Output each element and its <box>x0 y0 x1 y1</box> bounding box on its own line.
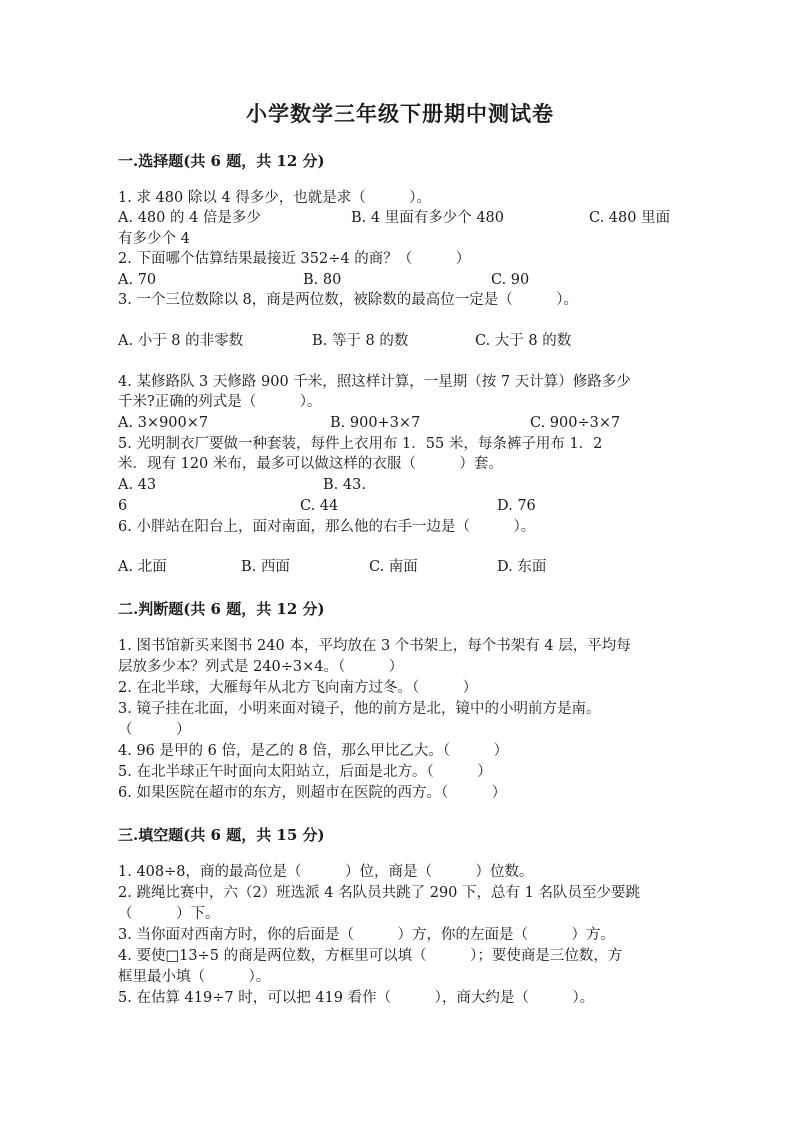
choice-q3-option-c: C. 大于 8 的数 <box>475 333 572 349</box>
choice-q3-option-a: A. 小于 8 的非零数 <box>118 333 244 349</box>
choice-q2-option-a: A. 70 <box>118 272 157 288</box>
fill-question-5: 5. 在估算 419÷7 时，可以把 419 看作（ ），商大约是（ ）。 <box>118 990 595 1006</box>
choice-q5-option-b: B. 43. <box>323 477 366 493</box>
fill-question-1: 1. 408÷8，商的最高位是（ ）位，商是（ ）位数。 <box>118 864 534 880</box>
choice-q2-option-c: C. 90 <box>491 272 530 288</box>
choice-q6-option-d: D. 东面 <box>497 559 547 575</box>
choice-q1-option-c-cont: 有多少个 4 <box>118 231 190 247</box>
choice-question-6: 6. 小胖站在阳台上，面对南面，那么他的右手一边是（ ）。 <box>118 519 536 535</box>
choice-question-4-line2: 千米?正确的列式是（ ）。 <box>118 394 322 410</box>
choice-q1-option-b: B. 4 里面有多少个 480 <box>351 210 504 226</box>
choice-q6-option-b: B. 西面 <box>241 559 290 575</box>
fill-question-4-line2: 框里最小填（ ）。 <box>118 969 271 985</box>
choice-q4-option-b: B. 900+3×7 <box>330 415 421 431</box>
choice-q5-option-d: D. 76 <box>497 498 536 514</box>
choice-q5-option-c: C. 44 <box>300 498 339 514</box>
fill-question-4-line1: 4. 要使□13÷5 的商是两位数，方框里可以填（ ）；要使商是三位数，方 <box>118 948 623 964</box>
judge-question-5: 5. 在北半球正午时面向太阳站立，后面是北方。（ ） <box>118 764 492 780</box>
choice-q5-option-b-cont: 6 <box>118 498 128 514</box>
choice-q6-option-a: A. 北面 <box>118 559 167 575</box>
judge-question-1-line2: 层放多少本？列式是 240÷3×4。（ ） <box>118 659 404 675</box>
section-heading-fill: 三.填空题(共 6 题，共 15 分) <box>118 826 325 844</box>
judge-question-3-line1: 3. 镜子挂在北面，小明来面对镜子，他的前方是北，镜中的小明前方是南。 <box>118 701 601 717</box>
choice-q1-option-c: C. 480 里面 <box>589 210 671 226</box>
judge-question-3-line2: （ ） <box>118 722 191 738</box>
page-title: 小学数学三年级下册期中测试卷 <box>246 101 554 126</box>
choice-question-3: 3. 一个三位数除以 8，商是两位数，被除数的最高位一定是（ ）。 <box>118 292 579 308</box>
choice-q4-option-a: A. 3×900×7 <box>118 415 209 431</box>
choice-question-5-line1: 5. 光明制衣厂要做一种套装，每件上衣用布 1．55 米，每条裤子用布 1．2 <box>118 436 603 452</box>
judge-question-1-line1: 1. 图书馆新买来图书 240 本，平均放在 3 个书架上，每个书架有 4 层，平均每 <box>118 638 631 654</box>
choice-q2-option-b: B. 80 <box>303 272 342 288</box>
choice-q6-option-c: C. 南面 <box>369 559 418 575</box>
choice-question-4-line1: 4. 某修路队 3 天修路 900 千米，照这样计算，一星期（按 7 天计算）修路多少 <box>118 374 631 390</box>
choice-q4-option-c: C. 900÷3×7 <box>530 415 621 431</box>
section-heading-judge: 二.判断题(共 6 题，共 12 分) <box>118 600 325 618</box>
fill-question-2-line2: （ ）下。 <box>118 906 220 922</box>
choice-q1-option-a: A. 480 的 4 倍是多少 <box>118 210 261 226</box>
choice-q5-option-a: A. 43 <box>118 477 157 493</box>
fill-question-3: 3. 当你面对西南方时，你的后面是（ ）方，你的左面是（ ）方。 <box>118 927 615 943</box>
judge-question-4: 4. 96 是甲的 6 倍，是乙的 8 倍，那么甲比乙大。（ ） <box>118 743 509 759</box>
section-heading-choice: 一.选择题(共 6 题，共 12 分) <box>118 152 325 170</box>
choice-question-1: 1. 求 480 除以 4 得多少，也就是求（ ）。 <box>118 190 432 206</box>
choice-question-5-line2: 米．现有 120 米布，最多可以做这样的衣服（ ）套。 <box>118 456 503 472</box>
fill-question-2-line1: 2. 跳绳比赛中，六（2）班选派 4 名队员共跳了 290 下，总有 1 名队员至少要跳 <box>118 885 640 901</box>
choice-question-2: 2. 下面哪个估算结果最接近 352÷4 的商？（ ） <box>118 251 471 267</box>
judge-question-2: 2. 在北半球，大雁每年从北方飞向南方过冬。（ ） <box>118 680 478 696</box>
choice-q3-option-b: B. 等于 8 的数 <box>312 333 409 349</box>
judge-question-6: 6. 如果医院在超市的东方，则超市在医院的西方。（ ） <box>118 785 507 801</box>
